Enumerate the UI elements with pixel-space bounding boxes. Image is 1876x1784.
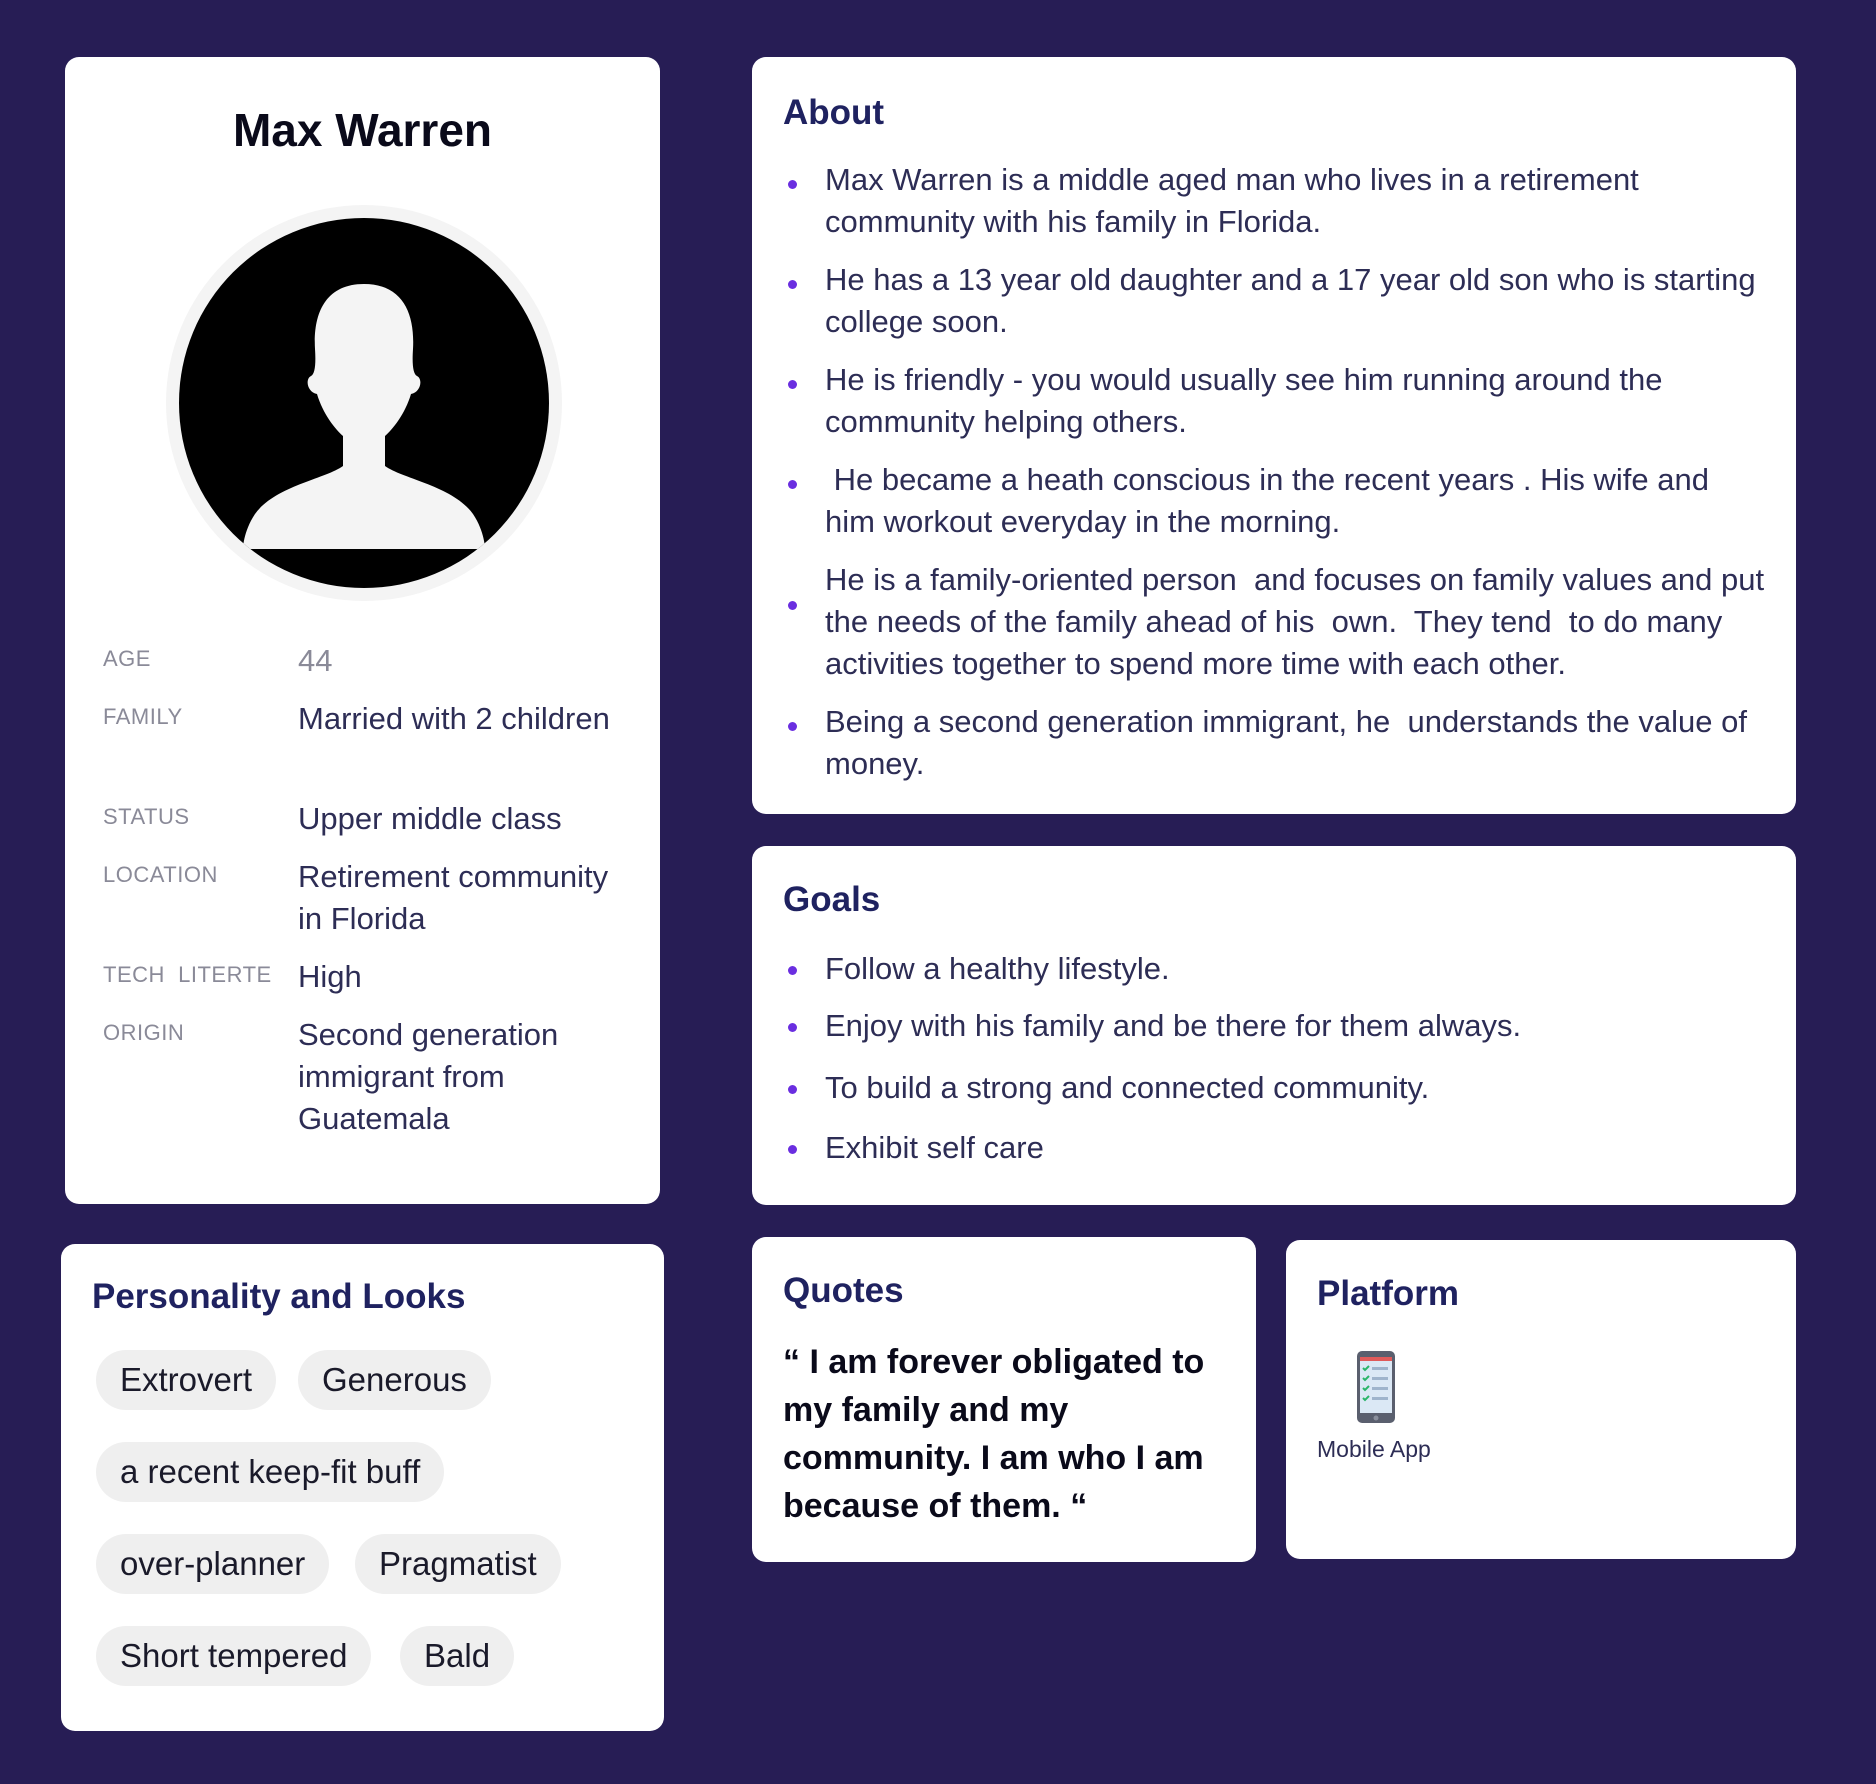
platform-title: Platform (1317, 1274, 1459, 1313)
list-item (825, 948, 1765, 990)
quotes-title: Quotes (783, 1271, 904, 1310)
trait-tag: Bald (400, 1626, 514, 1686)
trait-tag: Generous (298, 1350, 491, 1410)
personality-title: Personality and Looks (92, 1277, 466, 1316)
info-value: Married with 2 children (298, 701, 610, 736)
quotes-card (752, 1237, 1256, 1562)
list-item (825, 701, 1765, 785)
profile-card (65, 57, 660, 1204)
info-value: Upper middle class (298, 801, 562, 836)
bullet-dot-icon (788, 966, 797, 975)
list-item-text: He is a family-oriented person and focuses on family values and put the needs of the family ahead of his own. They tend to do many activities together to spend more time with each other. (825, 562, 1773, 681)
platform-item-label: Mobile App (1317, 1436, 1431, 1462)
trait-tag: Short tempered (96, 1626, 371, 1686)
info-label: AGE (103, 646, 151, 671)
trait-tag: Pragmatist (355, 1534, 561, 1594)
bullet-dot-icon (788, 601, 797, 610)
info-label: TECH LITERTE (103, 962, 272, 987)
info-label: ORIGIN (103, 1020, 185, 1045)
list-item-text: Exhibit self care (825, 1130, 1044, 1165)
list-item-text: To build a strong and connected community. (825, 1070, 1430, 1105)
mobile-phone-icon (1356, 1350, 1396, 1424)
bullet-dot-icon (788, 180, 797, 189)
bullet-dot-icon (788, 1145, 797, 1154)
persona-name: Max Warren (232, 104, 493, 156)
list-item (825, 559, 1773, 685)
info-value: Second generation immigrant from Guatemala (298, 1017, 559, 1136)
goals-card (752, 846, 1796, 1205)
list-item (825, 159, 1765, 243)
about-card (752, 57, 1796, 814)
bullet-dot-icon (788, 480, 797, 489)
list-item (825, 1067, 1765, 1109)
list-item-text: Follow a healthy lifestyle. (825, 951, 1170, 986)
info-label: STATUS (103, 804, 190, 829)
list-item-text: Being a second generation immigrant, he understands the value of money. (825, 704, 1756, 781)
list-item (825, 459, 1765, 543)
list-item (825, 359, 1765, 443)
info-value: 44 (298, 643, 333, 678)
trait-tag: over-planner (96, 1534, 329, 1594)
list-item (825, 1127, 1765, 1169)
list-item-text: He became a heath conscious in the recent years . His wife and him workout everyday in the morning. (825, 462, 1718, 539)
user-avatar-icon (165, 204, 563, 602)
list-item-text: He has a 13 year old daughter and a 17 year old son who is starting college soon. (825, 262, 1756, 339)
list-item-text: Enjoy with his family and be there for them always. (825, 1008, 1522, 1043)
goals-title: Goals (783, 880, 881, 919)
trait-tag: a recent keep-fit buff (96, 1442, 444, 1502)
list-item (825, 259, 1765, 343)
platform-card (1286, 1240, 1796, 1559)
info-label: LOCATION (103, 862, 218, 887)
info-value: Retirement community in Florida (298, 859, 609, 936)
about-title: About (783, 93, 885, 132)
list-item (825, 1005, 1765, 1047)
info-value: High (298, 959, 362, 994)
personality-card (61, 1244, 664, 1731)
list-item-text: Max Warren is a middle aged man who lives in a retirement community with his family in Florida. (825, 162, 1639, 239)
bullet-dot-icon (788, 722, 797, 731)
bullet-dot-icon (788, 380, 797, 389)
list-item-text: He is friendly - you would usually see him running around the community helping others. (825, 362, 1663, 439)
trait-tag: Extrovert (96, 1350, 276, 1410)
info-label: FAMILY (103, 704, 183, 729)
bullet-dot-icon (788, 1085, 797, 1094)
quote-text: “ I am forever obligated to my family and my community. I am who I am because of them. “ (783, 1343, 1205, 1525)
bullet-dot-icon (788, 280, 797, 289)
bullet-dot-icon (788, 1023, 797, 1032)
